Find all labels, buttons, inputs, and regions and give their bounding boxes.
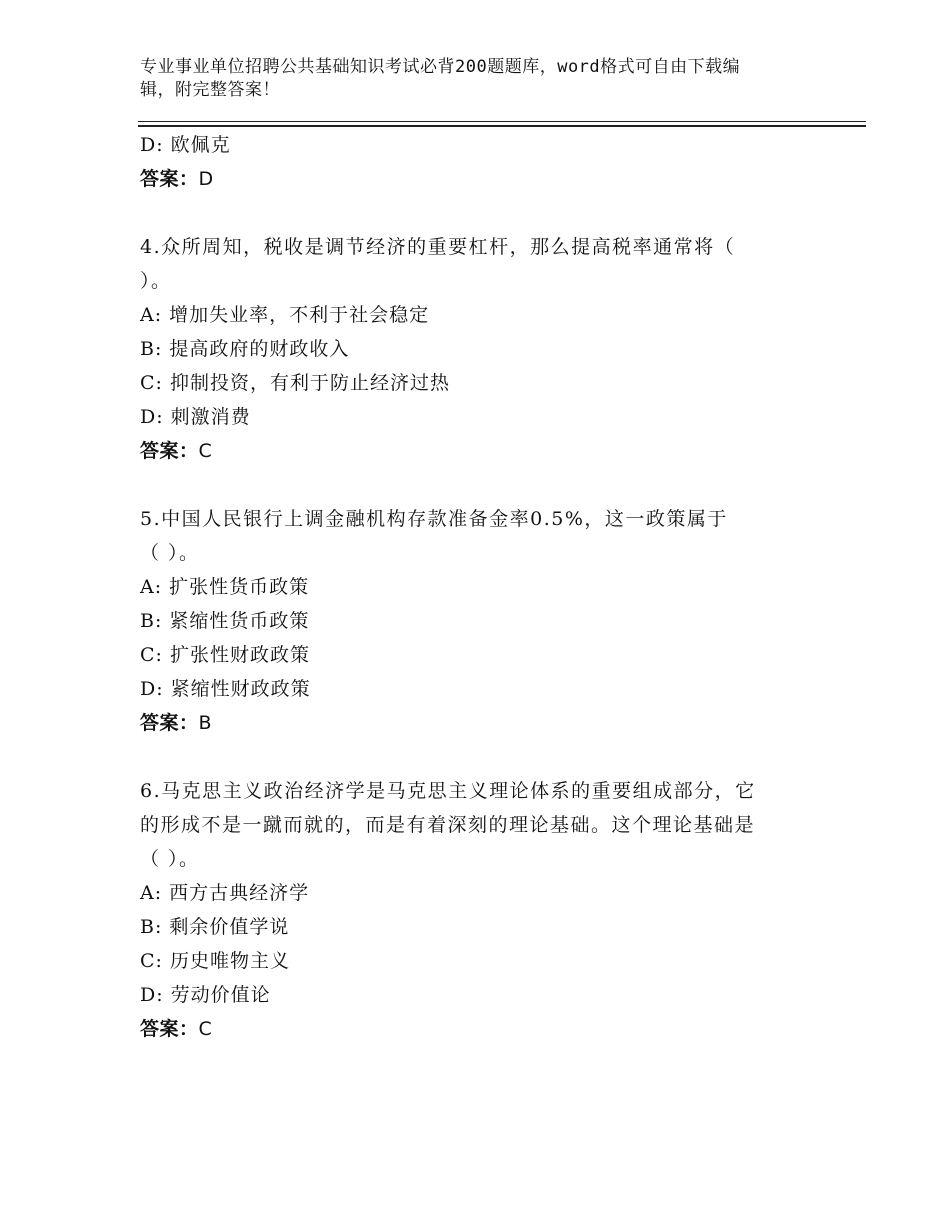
question-stem-line: ）。: [140, 270, 172, 292]
option-b: B: 提高政府的财政收入: [140, 338, 350, 360]
option-b: B: 剩余价值学说: [140, 916, 290, 938]
option-b: B: 紧缩性货币政策: [140, 610, 310, 632]
question-4: [140, 230, 830, 468]
answer-label: 答案：: [140, 1018, 199, 1040]
option-a: A: 增加失业率，不利于社会稳定: [140, 304, 430, 326]
question-stem-line: 6.马克思主义政治经济学是马克思主义理论体系的重要组成部分，它: [140, 780, 756, 802]
option-a: A: 西方古典经济学: [140, 882, 310, 904]
question-stem-line: 4.众所周知，税收是调节经济的重要杠杆，那么提高税率通常将（: [140, 236, 736, 258]
document-header: [140, 56, 800, 102]
previous-question-tail: [140, 128, 830, 196]
option-c: C: 抑制投资，有利于防止经济过热: [140, 372, 450, 394]
header-title-line-1: 专业事业单位招聘公共基础知识考试必背200题题库，word格式可自由下载编: [140, 57, 741, 77]
answer-line: [140, 434, 830, 468]
spacer: [140, 740, 830, 774]
answer-label: 答案：: [140, 712, 199, 734]
option-d: D: 紧缩性财政政策: [140, 678, 311, 700]
answer-value: C: [198, 1018, 213, 1040]
option-d: D: 刺激消费: [140, 406, 251, 428]
answer-label: 答案：: [140, 168, 199, 190]
question-stem-line: （ ）。: [140, 542, 200, 564]
answer-label: 答案：: [140, 440, 199, 462]
question-stem-line: （ ）。: [140, 848, 200, 870]
question-stem-line: 的形成不是一蹴而就的，而是有着深刻的理论基础。这个理论基础是: [140, 814, 756, 836]
header-title-line-2: 辑，附完整答案！: [140, 80, 280, 100]
question-6: [140, 774, 830, 1046]
option-d: D: 劳动价值论: [140, 984, 271, 1006]
answer-value: C: [198, 440, 213, 462]
question-stem-line: 5.中国人民银行上调金融机构存款准备金率0.5%，这一政策属于: [140, 508, 728, 530]
option-c: C: 历史唯物主义: [140, 950, 290, 972]
header-divider-thick: [138, 125, 866, 127]
answer-value: B: [198, 712, 213, 734]
answer-line: [140, 706, 830, 740]
answer-value: D: [198, 168, 214, 190]
option-a: A: 扩张性货币政策: [140, 576, 310, 598]
header-divider-thin: [138, 121, 866, 122]
option-d: D: 欧佩克: [140, 134, 231, 156]
question-5: [140, 502, 830, 740]
answer-line: [140, 162, 830, 196]
question-content: [140, 128, 830, 1046]
option-c: C: 扩张性财政政策: [140, 644, 310, 666]
spacer: [140, 468, 830, 502]
answer-line: [140, 1012, 830, 1046]
spacer: [140, 196, 830, 230]
